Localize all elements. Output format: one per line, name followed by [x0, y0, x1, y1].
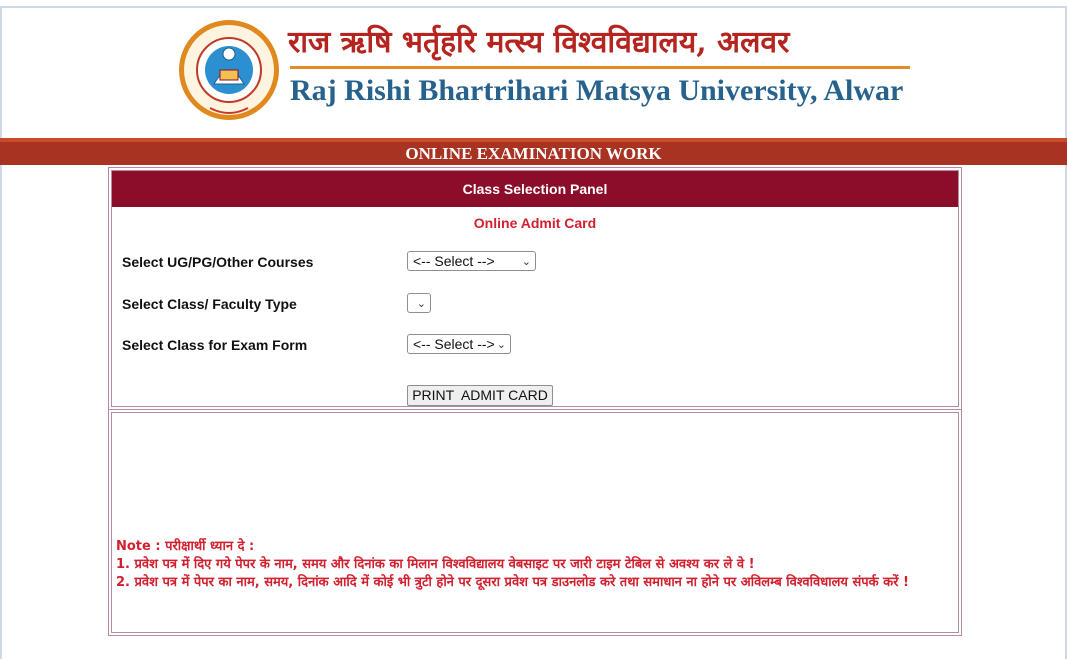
left-border — [0, 8, 2, 659]
course-label: Select UG/PG/Other Courses — [122, 254, 314, 270]
course-select-value: <-- Select --> — [413, 253, 495, 269]
exam-class-select-value: <-- Select --> — [413, 336, 495, 352]
chevron-down-icon: ⌄ — [416, 298, 426, 310]
chevron-down-icon: ⌄ — [521, 256, 531, 268]
exam-class-select[interactable] — [407, 334, 511, 354]
title-divider — [290, 66, 910, 69]
top-border — [0, 6, 1067, 8]
panel-title: Class Selection Panel — [112, 171, 958, 207]
panel-subtitle: Online Admit Card — [473, 215, 597, 231]
notes-panel — [108, 409, 962, 636]
course-select[interactable] — [407, 251, 536, 271]
university-seal-logo — [170, 18, 288, 123]
note-item-2: 2. प्रवेश पत्र में पेपर का नाम, समय, दिनांक आदि में कोई भी त्रुटी होने पर दूसरा प्रवेश पत्र डाउनलोड करे तथा समाधान ना होने पर अविलम्ब विश्वविधालय संपर्क करें ! — [116, 575, 909, 590]
notes-heading: Note : परीक्षार्थी ध्यान दे : — [116, 539, 255, 554]
faculty-type-label: Select Class/ Faculty Type — [122, 296, 297, 312]
university-english-title: Raj Rishi Bhartrihari Matsya University, Alwar — [290, 74, 904, 107]
notes-block — [116, 538, 956, 592]
faculty-type-select[interactable] — [407, 293, 431, 313]
page-banner: ONLINE EXAMINATION WORK — [0, 142, 1067, 165]
university-hindi-title: राज ऋषि भर्तृहरि मत्स्य विश्वविद्यालय, अलवर — [288, 25, 790, 60]
exam-class-label: Select Class for Exam Form — [122, 337, 308, 353]
print-admit-card-button[interactable]: PRINT ADMIT CARD — [407, 385, 553, 406]
class-selection-panel — [108, 167, 962, 410]
note-item-1: 1. प्रवेश पत्र में दिए गये पेपर के नाम, समय और दिनांक का मिलान विश्वविद्यालय वेबसाइट पर जारी टाइम टेबिल से अवश्य कर ले वे ! — [116, 557, 755, 572]
chevron-down-icon: ⌄ — [496, 339, 506, 351]
